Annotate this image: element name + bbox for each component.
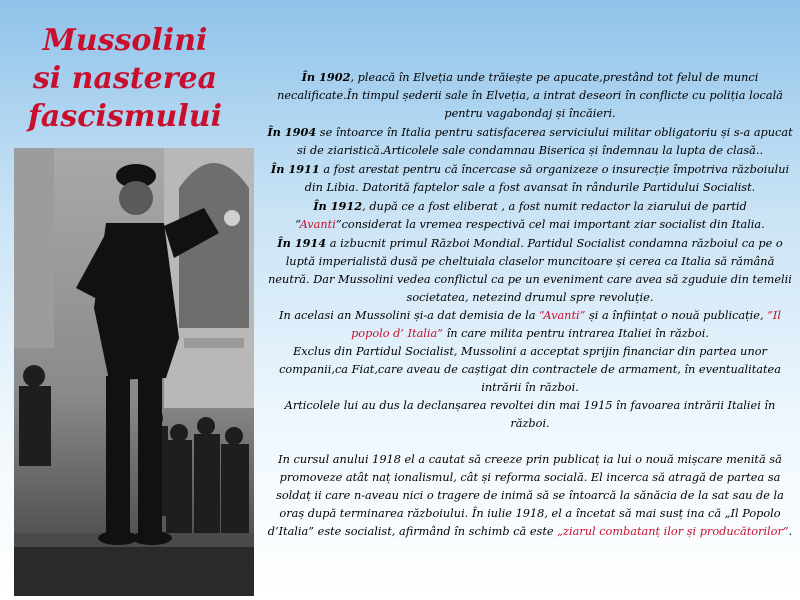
popolo-quote: “Il popolo d’ Italia” xyxy=(351,309,782,340)
paragraph-1904-text: se întoarce în Italia pentru satisfacerea serviciului militar obligatoriu și s-a apucat si de ziaristică.Articolele sale condamnau Biserica și îndemnau la lupta de clasă.. xyxy=(296,126,793,157)
paragraph-1918 xyxy=(266,451,794,541)
paragraph-articole: Articolele lui au dus la declanșarea revoltei din mai 1915 în favoarea intrării Italiei în război. xyxy=(284,399,776,430)
paragraph-1904 xyxy=(266,123,794,160)
title-line-2: si nasterea xyxy=(32,61,218,96)
paragraph-1902-text: , pleacă în Elveția unde trăiește pe apucate,prestând tot felul de munci necalificate.În timpul șederii sale în Elveția, a intrat deseori în conflicte cu poliția locală pentru vagabondaj și încăieri. xyxy=(277,71,783,120)
year-1904: În 1904 xyxy=(267,125,317,139)
paragraph-avanti-a: In acelasi an Mussolini și-a dat demisia de la xyxy=(278,309,540,322)
paragraph-1914 xyxy=(266,234,794,307)
paragraph-1912 xyxy=(266,197,794,234)
paragraph-1911 xyxy=(266,160,794,197)
year-1914: În 1914 xyxy=(277,236,327,250)
avanti-name: Avanti xyxy=(299,218,336,231)
quote-open: “ xyxy=(295,218,300,231)
paragraph-1918-text: In cursul anului 1918 el a cautat să creeze prin publicaț ia lui o nouă mișcare menită să promoveze atât naț ionalismul, cât și reforma socială. El incerca să atragă de partea sa soldaț ii care n-aveau nici o tragere de inimă să se întoarcă la sănăcia de la sat sau de la oraș după terminarea războiului. În iulie 1918, el a încetat să mai susț ina că „Il Popolo d’Italia” este socialist, afirmând în schimb că este xyxy=(267,453,784,538)
paragraph-avanti xyxy=(266,307,794,343)
article-body xyxy=(266,68,794,541)
title-line-3: fascismului xyxy=(28,99,222,134)
avanti-quote: “Avanti” xyxy=(539,309,586,322)
paragraph-1912-text-a: , după ce a fost eliberat , a fost numit redactor la ziarului de partid xyxy=(362,200,747,213)
paragraph-avanti-c: în care milita pentru intrarea Italiei în război. xyxy=(443,327,709,340)
paragraph-1914-text: a izbucnit primul Război Mondial. Partidul Socialist condamna războiul ca pe o luptă imperialistă dusă pe cheltuiala claselor muncitoare și cerea ca Italia să rămână neutră. Dar Mussolini vedea conflictul ca pe un eveniment care avea să zguduie din temelii societatea, netezind drumul spre revoluție. xyxy=(268,237,792,304)
paragraph-1911-text: a fost arestat pentru că încercase să organizeze o insurecție împotriva războiului din Libia. Datorită faptelor sale a fost avansat în rândurile Partidului Socialist. xyxy=(304,163,790,194)
paragraph-1912-text-b: ”considerat la vremea respectivă cel mai important ziar socialist din Italia. xyxy=(335,218,765,231)
paragraph-avanti-b: și a înființat o nouă publicație, xyxy=(585,309,768,322)
slide-title xyxy=(20,22,230,136)
title-line-1: Mussolini xyxy=(42,23,208,58)
paragraph-exclus: Exclus din Partidul Socialist, Mussolini a acceptat sprijin financiar din partea unor companii,ca Fiat,care aveau de caștigat din contractele de armament, în eventualitatea intrării în război. xyxy=(279,345,781,394)
paragraph-gap xyxy=(266,433,794,451)
mussolini-photo xyxy=(14,148,254,596)
combatanti-quote: „ziarul combatanț ilor și producătorilor” xyxy=(557,525,789,538)
year-1912: În 1912 xyxy=(313,199,363,213)
year-1911: În 1911 xyxy=(270,162,320,176)
paragraph-1902 xyxy=(266,68,794,123)
year-1902: În 1902 xyxy=(301,70,351,84)
paragraph-1918-end: . xyxy=(788,525,793,538)
